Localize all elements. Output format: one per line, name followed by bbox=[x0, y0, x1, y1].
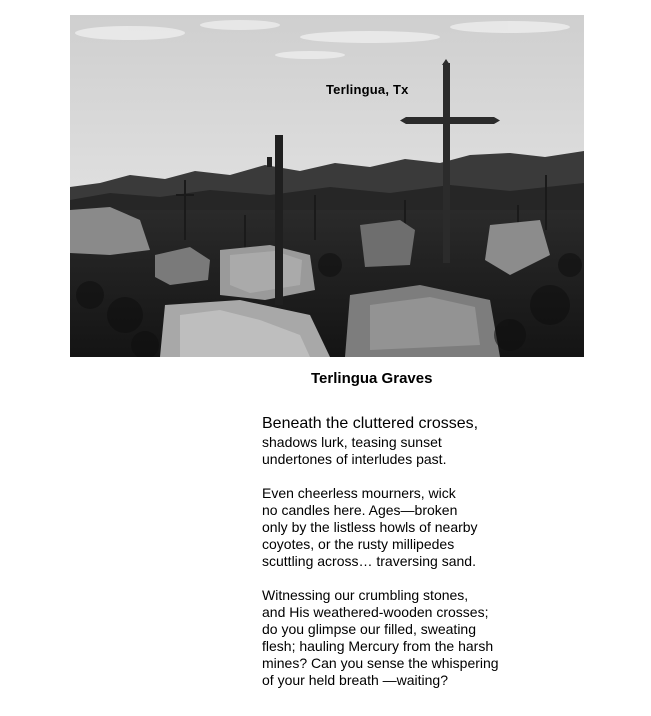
poem-body bbox=[262, 414, 632, 689]
poem-line: Witnessing our crumbling stones, bbox=[262, 587, 469, 603]
poem-line: coyotes, or the rusty millipedes bbox=[262, 536, 455, 552]
photo-caption: Terlingua, Tx bbox=[326, 82, 409, 97]
poem-line: shadows lurk, teasing sunset bbox=[262, 434, 442, 450]
poem-line: only by the listless howls of nearby bbox=[262, 519, 478, 535]
poem-line: Beneath the cluttered crosses, bbox=[262, 415, 479, 432]
stanza bbox=[262, 485, 632, 570]
stanza bbox=[262, 414, 632, 468]
poem-line: Even cheerless mourners, wick bbox=[262, 485, 456, 501]
poem-title: Terlingua Graves bbox=[311, 370, 433, 387]
stanza bbox=[262, 587, 632, 689]
poem-line: and His weathered-wooden crosses; bbox=[262, 604, 489, 620]
poem-line: of your held breath —waiting? bbox=[262, 672, 448, 688]
poem-line: flesh; hauling Mercury from the harsh bbox=[262, 638, 494, 654]
poem-line: scuttling across… traversing sand. bbox=[262, 553, 476, 569]
stanza-divider bbox=[262, 570, 632, 587]
poem-line: undertones of interludes past. bbox=[262, 451, 447, 467]
poem-line: do you glimpse our filled, sweating bbox=[262, 621, 477, 637]
poem-line: no candles here. Ages—broken bbox=[262, 502, 458, 518]
stanza-divider bbox=[262, 468, 632, 485]
poem-line: mines? Can you sense the whispering bbox=[262, 655, 499, 671]
cemetery-photo bbox=[70, 15, 584, 357]
